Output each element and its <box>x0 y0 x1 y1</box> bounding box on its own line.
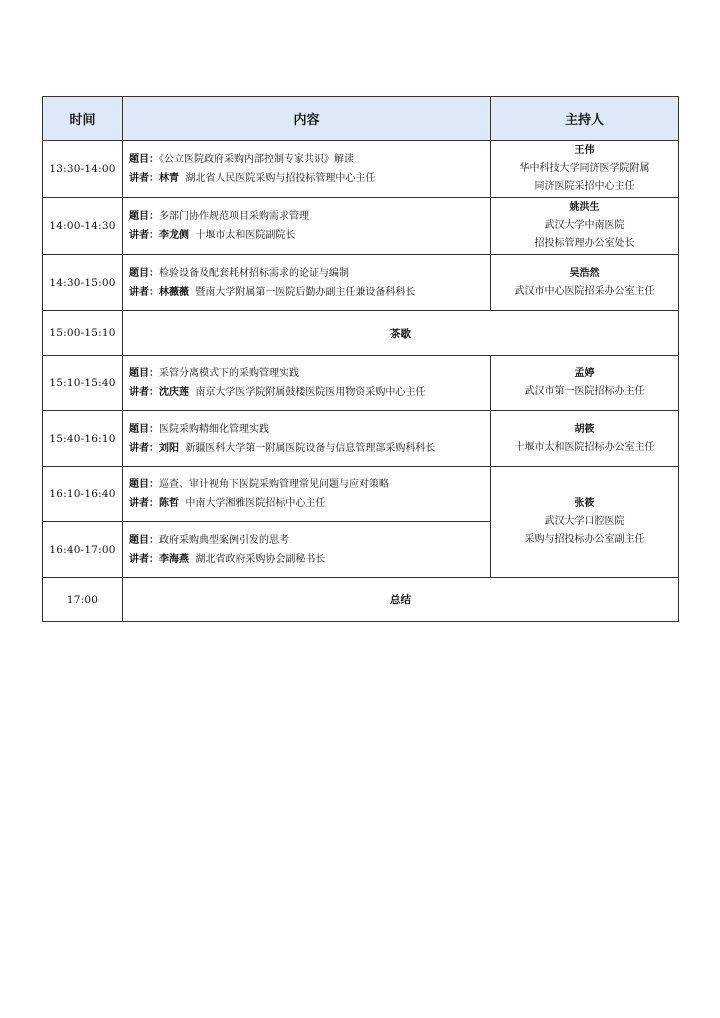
content-cell <box>123 356 491 411</box>
host-title-line2: 招投标管理办公室处长 <box>534 238 635 249</box>
topic-label: 题目： <box>129 479 159 490</box>
host-cell <box>491 356 679 411</box>
tea-break-cell: 茶歇 <box>123 311 679 356</box>
topic-label: 题目： <box>129 267 159 279</box>
topic-text: 采管分离模式下的采购管理实践 <box>159 368 299 379</box>
header-host: 主持人 <box>491 97 679 141</box>
table-row <box>43 356 679 411</box>
table-row <box>43 411 679 467</box>
content-cell <box>123 522 491 578</box>
host-name: 孟婷 <box>574 368 595 379</box>
speaker-label: 讲者： <box>129 553 159 565</box>
host-cell <box>491 467 679 578</box>
topic-text: 巡查、审计视角下医院采购管理常见问题与应对策略 <box>159 479 389 490</box>
host-title-line1: 武汉市第一医院招标办主任 <box>524 386 645 397</box>
table-row <box>43 578 679 622</box>
table-row <box>43 467 679 522</box>
time-cell: 16:40-17:00 <box>43 522 123 578</box>
speaker-name: 李龙侧 <box>159 230 189 241</box>
host-name: 吴浩然 <box>569 267 600 279</box>
speaker-org: 湖北省人民医院采购与招投标管理中心主任 <box>185 173 376 184</box>
topic-text: 《公立医院政府采购内部控制专家共识》解读 <box>159 154 354 165</box>
time-cell: 15:10-15:40 <box>43 356 123 411</box>
speaker-label: 讲者： <box>129 173 159 184</box>
host-name: 胡筱 <box>574 423 595 435</box>
host-cell <box>491 411 679 467</box>
speaker-org: 新疆医科大学第一附属医院设备与信息管理部采购科科长 <box>185 442 436 454</box>
table-row <box>43 311 679 356</box>
speaker-name: 刘阳 <box>159 442 179 454</box>
speaker-org: 南京大学医学院附属鼓楼医院医用物资采购中心主任 <box>195 387 426 398</box>
speaker-name: 陈哲 <box>159 498 179 509</box>
host-cell <box>491 198 679 255</box>
topic-text: 多部门协作规范项目采购需求管理 <box>159 211 309 222</box>
topic-label: 题目： <box>129 211 159 222</box>
content-cell <box>123 198 491 255</box>
speaker-name: 林青 <box>159 173 179 184</box>
host-title-line2: 采购与招投标办公室副主任 <box>524 534 645 545</box>
header-time: 时间 <box>43 97 123 141</box>
table-row <box>43 198 679 255</box>
speaker-label: 讲者： <box>129 387 159 398</box>
table-row <box>43 255 679 311</box>
topic-text: 政府采购典型案例引发的思考 <box>159 534 289 546</box>
time-cell: 15:40-16:10 <box>43 411 123 467</box>
topic-text: 医院采购精细化管理实践 <box>159 423 269 435</box>
time-cell: 14:00-14:30 <box>43 198 123 255</box>
content-cell <box>123 255 491 311</box>
topic-label: 题目： <box>129 534 159 546</box>
host-cell <box>491 255 679 311</box>
time-cell: 15:00-15:10 <box>43 311 123 356</box>
host-name: 王伟 <box>574 145 595 156</box>
time-cell: 17:00 <box>43 578 123 622</box>
host-title-line1: 武汉市中心医院招采办公室主任 <box>514 285 655 297</box>
speaker-label: 讲者： <box>129 498 159 509</box>
content-cell <box>123 141 491 198</box>
host-title-line1: 武汉大学口腔医院 <box>544 516 625 527</box>
speaker-name: 林薇薇 <box>159 286 189 298</box>
host-title-line1: 武汉大学中南医院 <box>544 220 625 231</box>
speaker-org: 湖北省政府采购协会副秘书长 <box>195 553 326 565</box>
host-title-line1: 十堰市太和医院招标办公室主任 <box>514 441 655 453</box>
topic-label: 题目： <box>129 423 159 435</box>
speaker-label: 讲者： <box>129 442 159 454</box>
speaker-org: 十堰市太和医院副院长 <box>195 230 296 241</box>
topic-label: 题目： <box>129 368 159 379</box>
host-cell <box>491 141 679 198</box>
speaker-label: 讲者： <box>129 230 159 241</box>
speaker-org: 暨南大学附属第一医院后勤办副主任兼设备科科长 <box>195 286 416 298</box>
content-cell <box>123 467 491 522</box>
speaker-org: 中南大学湘雅医院招标中心主任 <box>185 498 326 509</box>
speaker-label: 讲者： <box>129 286 159 298</box>
speaker-name: 沈庆莲 <box>159 387 189 398</box>
time-cell: 14:30-15:00 <box>43 255 123 311</box>
host-title-line1: 华中科技大学同济医学院附属 <box>519 163 650 174</box>
topic-text: 检验设备及配套耗材招标需求的论证与编制 <box>159 267 349 279</box>
time-cell: 13:30-14:00 <box>43 141 123 198</box>
agenda-table <box>42 96 679 622</box>
topic-label: 题目： <box>129 154 159 165</box>
header-row <box>43 97 679 141</box>
host-name: 张筱 <box>574 498 595 509</box>
host-name: 姚洪生 <box>569 202 600 213</box>
table-row <box>43 141 679 198</box>
header-content: 内容 <box>123 97 491 141</box>
summary-cell: 总结 <box>123 578 679 622</box>
host-title-line2: 同济医院采招中心主任 <box>534 181 635 192</box>
content-cell <box>123 411 491 467</box>
speaker-name: 李海燕 <box>159 553 189 565</box>
time-cell: 16:10-16:40 <box>43 467 123 522</box>
